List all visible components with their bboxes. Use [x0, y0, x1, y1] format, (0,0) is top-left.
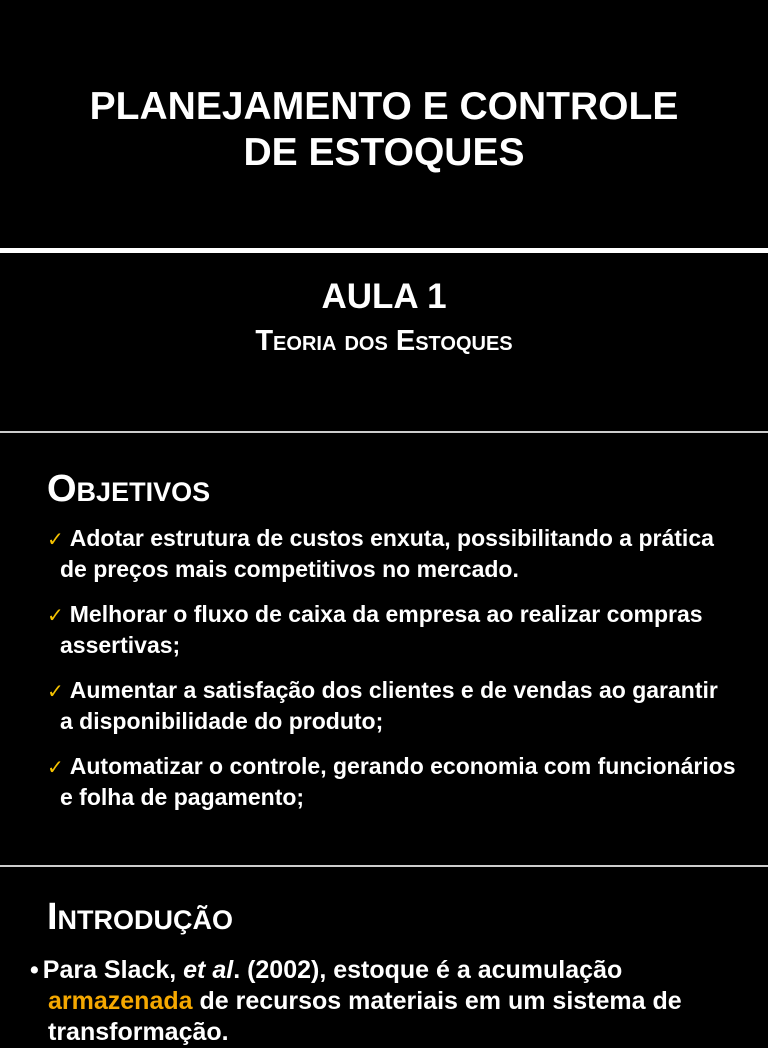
list-item	[47, 675, 737, 736]
introducao-heading: Introdução	[47, 896, 234, 938]
list-item-text: Automatizar o controle, gerando economia com funcionários e folha de pagamento;	[60, 753, 736, 810]
para-highlight: armazenada	[48, 987, 193, 1015]
para-text-2: . (2002), estoque é a acumulação	[233, 956, 623, 984]
slide-title	[0, 0, 768, 248]
slide-aula	[0, 253, 768, 431]
slide-introducao	[0, 867, 768, 1046]
objetivos-list	[47, 523, 737, 827]
list-item-text: Melhorar o fluxo de caixa da empresa ao realizar compras assertivas;	[60, 601, 703, 658]
list-item	[47, 523, 737, 584]
para-italic: et al	[183, 956, 234, 984]
aula-title: AULA 1	[321, 277, 447, 316]
introducao-paragraph	[30, 955, 768, 1048]
para-text-1: Para Slack,	[42, 956, 184, 984]
objetivos-heading: Objetivos	[47, 468, 211, 510]
slide-objetivos	[0, 433, 768, 865]
para-text-3: de recursos materiais em um sistema de transformação.	[48, 987, 682, 1046]
list-item	[47, 751, 737, 812]
checkmark-icon: ✓	[47, 755, 64, 779]
checkmark-icon: ✓	[47, 603, 64, 627]
title-line-2: DE ESTOQUES	[243, 131, 525, 174]
list-item	[47, 599, 737, 660]
bullet-icon: •	[30, 956, 39, 984]
aula-subtitle: Teoria dos Estoques	[255, 325, 513, 357]
slide-title-heading	[0, 84, 768, 176]
checkmark-icon: ✓	[47, 527, 64, 551]
list-item-text: Aumentar a satisfação dos clientes e de vendas ao garantir a disponibilidade do produto;	[60, 677, 718, 734]
list-item-text: Adotar estrutura de custos enxuta, possibilitando a prática de preços mais competitivos no mercado.	[60, 525, 714, 582]
checkmark-icon: ✓	[47, 679, 64, 703]
title-line-1: PLANEJAMENTO E CONTROLE	[89, 85, 679, 128]
